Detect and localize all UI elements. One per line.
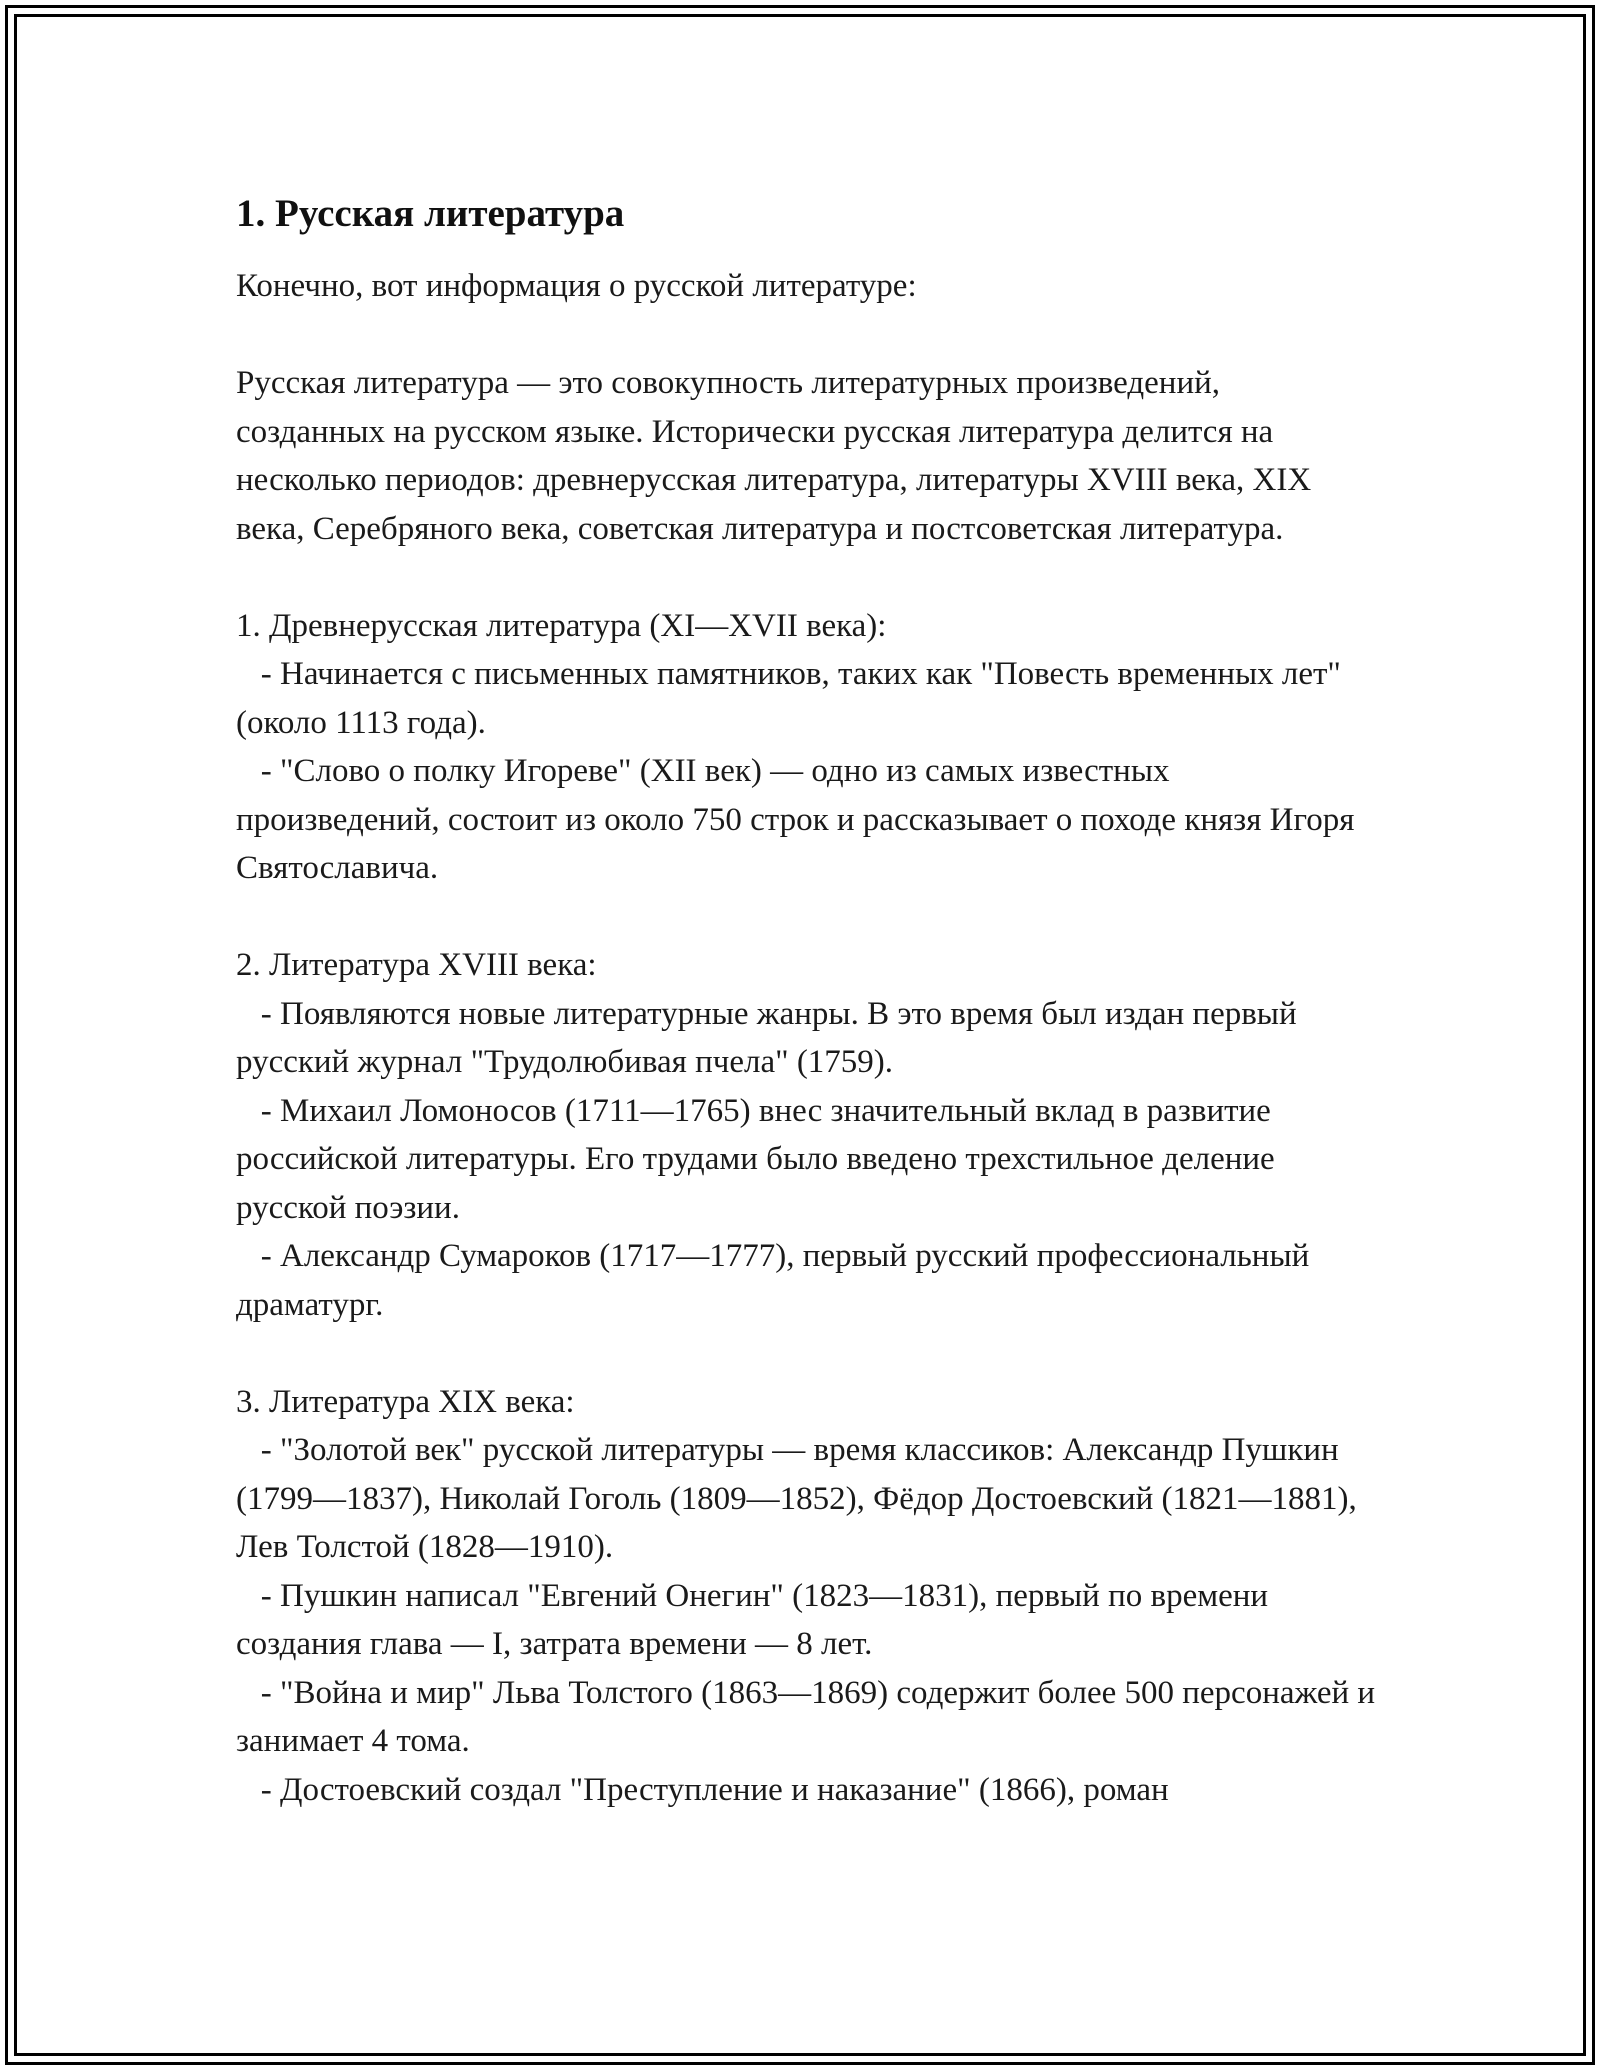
- section-19th-century-literature: 3. Литература XIX века: - "Золотой век" русской литературы — время классиков: Александр Пушкин (1799—1837), Николай Гоголь (1809—1852), Фёдор Достоевский (1821—1881), Лев Толстой (1828—1910). - Пушкин написал "Евгений Онегин" (1823—1831), первый по времени создания глава — I, затрата времени — 8 лет. - "Война и мир" Льва Толстого (1863—1869) содержит более 500 персонажей и занимает 4 тома. - Достоевский создал "Преступление и наказание" (1866), роман: [236, 1383, 1376, 1808]
- overview-paragraph: Русская литература — это совокупность литературных произведений, созданных на русском языке. Исторически русская литература делится на несколько периодов: древнерусская литература, литературы XVIII века, XIX века, Серебряного века, советская литература и постсоветская литература.: [236, 365, 1320, 547]
- intro-paragraph: Конечно, вот информация о русской литературе:: [236, 268, 917, 304]
- section-old-russian-literature: 1. Древнерусская литература (XI—XVII века): - Начинается с письменных памятников, таких как "Повесть временных лет" (около 1113 года). - "Слово о полку Игореве" (XII век) — одно из самых известных произведений, состоит из около 750 строк и рассказывает о походе князя Игоря Святославича.: [236, 607, 1355, 886]
- document-heading: 1. Русская литература: [236, 192, 625, 235]
- document-body: [236, 184, 1376, 1814]
- section-18th-century-literature: 2. Литература XVIII века: - Появляются новые литературные жанры. В это время был издан первый русский журнал "Трудолюбивая пчела" (1759). - Михаил Ломоносов (1711—1765) внес значительный вклад в развитие российской литературы. Его трудами было введено трехстильное деление русской поэзии. - Александр Сумароков (1717—1777), первый русский профессиональный драматург.: [236, 947, 1310, 1323]
